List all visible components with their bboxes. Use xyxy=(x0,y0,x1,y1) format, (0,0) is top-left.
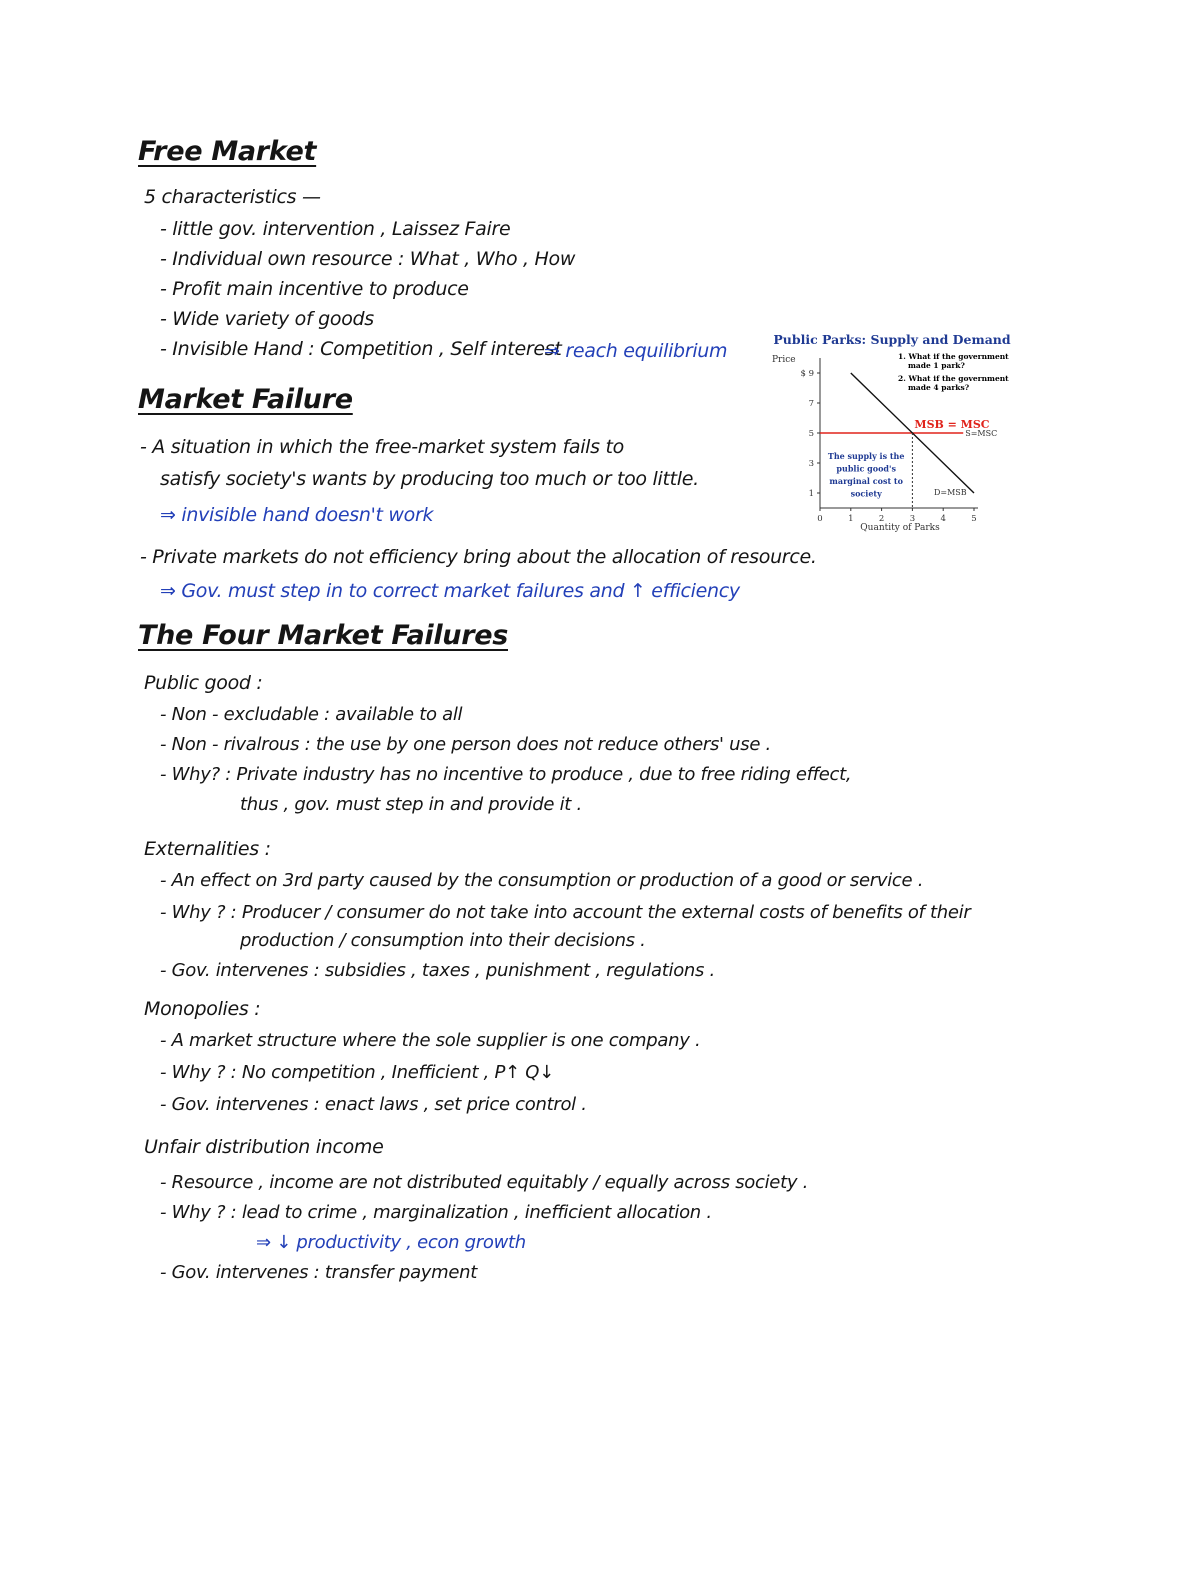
chart-question: made 1 park? xyxy=(908,361,965,370)
list-item: - A market structure where the sole supplier is one company . xyxy=(160,1030,701,1051)
list-item: - little gov. intervention , Laissez Faire xyxy=(160,218,511,240)
externalities-title: Externalities : xyxy=(144,838,271,860)
y-tick-label: 1 xyxy=(808,489,814,499)
list-item: - Wide variety of goods xyxy=(160,308,374,330)
list-item: - An effect on 3rd party caused by the consumption or production of a good or service . xyxy=(160,870,924,891)
chart-question: made 4 parks? xyxy=(908,383,970,392)
private-markets-line: - Private markets do not efficiency bring about the allocation of resource. xyxy=(140,546,817,568)
x-axis-label: Quantity of Parks xyxy=(860,523,940,533)
list-item: - Gov. intervenes : enact laws , set price control . xyxy=(160,1094,587,1115)
free-market-heading: Free Market xyxy=(138,136,317,167)
x-tick-label: 3 xyxy=(909,514,916,524)
y-tick-label: $ 9 xyxy=(800,369,814,379)
productivity-note: ⇒ ↓ productivity , econ growth xyxy=(256,1232,526,1253)
y-tick-label: 7 xyxy=(808,399,814,409)
gov-correct-note: ⇒ Gov. must step in to correct market failures and ↑ efficiency xyxy=(160,580,740,602)
list-item: - Resource , income are not distributed equitably / equally across society . xyxy=(160,1172,809,1193)
supply-demand-chart xyxy=(770,328,1030,538)
unfair-distribution-title: Unfair distribution income xyxy=(144,1136,384,1158)
public-good-title: Public good : xyxy=(144,672,263,694)
x-tick-label: 0 xyxy=(817,514,823,524)
demand-label: D=MSB xyxy=(933,488,967,497)
list-item: - Non - excludable : available to all xyxy=(160,704,463,725)
x-tick-label: 1 xyxy=(848,514,854,524)
x-tick-label: 4 xyxy=(940,514,946,524)
box-text-line: society xyxy=(850,488,882,499)
list-item: - Gov. intervenes : transfer payment xyxy=(160,1262,478,1283)
list-item: - Profit main incentive to produce xyxy=(160,278,469,300)
list-item: - Why? : Private industry has no incentive to produce , due to free riding effect, xyxy=(160,764,852,785)
list-item: - Why ? : Producer / consumer do not take into account the external costs of benefits of their xyxy=(160,902,971,923)
list-item: production / consumption into their decisions . xyxy=(240,930,646,951)
box-text-line: public good's xyxy=(836,463,896,474)
invisible-hand-note: ⇒ invisible hand doesn't work xyxy=(160,504,434,526)
equilibrium-label: MSB = MSC xyxy=(914,418,990,431)
y-axis-label: Price xyxy=(772,355,796,365)
y-tick-label: 3 xyxy=(808,459,814,469)
box-text-line: The supply is the xyxy=(827,451,905,461)
chart-question: 1. What if the government xyxy=(898,352,1009,361)
list-item: - Gov. intervenes : subsidies , taxes , punishment , regulations . xyxy=(160,960,715,981)
chart-title: Public Parks: Supply and Demand xyxy=(773,332,1011,347)
market-failure-heading: Market Failure xyxy=(138,384,353,415)
supply-label: S=MSC xyxy=(965,429,998,438)
definition-line: - A situation in which the free-market system fails to xyxy=(140,436,624,458)
list-item: - Invisible Hand : Competition , Self interest xyxy=(160,338,562,360)
list-item: - Why ? : lead to crime , marginalization , inefficient allocation . xyxy=(160,1202,712,1223)
x-tick-label: 2 xyxy=(878,514,885,524)
chart-question: 2. What if the government xyxy=(898,374,1009,383)
list-item: - Non - rivalrous : the use by one person does not reduce others' use . xyxy=(160,734,771,755)
equilibrium-note: ⇒ reach equilibrium xyxy=(544,340,728,362)
monopolies-title: Monopolies : xyxy=(144,998,261,1020)
y-tick-label: 5 xyxy=(808,429,814,439)
box-text-line: marginal cost to xyxy=(829,476,903,486)
list-item: - Why ? : No competition , Inefficient , P↑ Q↓ xyxy=(160,1062,554,1083)
four-failures-heading: The Four Market Failures xyxy=(138,620,508,651)
x-tick-label: 5 xyxy=(971,514,977,524)
list-item: - Individual own resource : What , Who , How xyxy=(160,248,576,270)
list-item: thus , gov. must step in and provide it . xyxy=(240,794,582,815)
characteristics-subheading: 5 characteristics — xyxy=(144,186,321,208)
definition-line: satisfy society's wants by producing too much or too little. xyxy=(160,468,699,490)
